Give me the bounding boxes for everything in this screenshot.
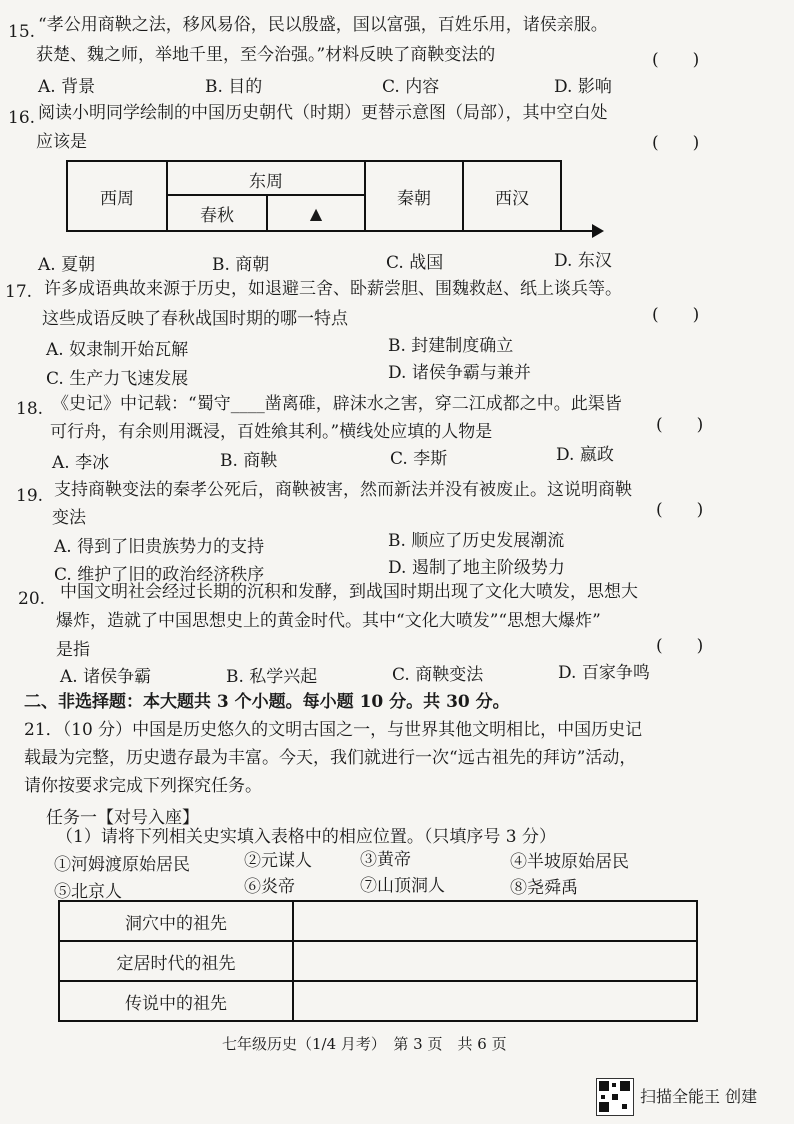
answer-cell-legendary-ancestors[interactable] [293, 981, 697, 1021]
q19-stem-line1: 支持商鞅变法的秦孝公死后，商鞅被害，然而新法并没有被废止。这说明商鞅 [54, 480, 632, 500]
q15-option-d: D. 影响 [554, 77, 612, 97]
timeline-eastern-zhou: 东周 [168, 162, 366, 196]
q21-stem-line2: 载最为完整，历史遗存最为丰富。今天，我们就进行一次“远古祖先的拜访”活动， [24, 748, 637, 768]
row-label-legendary-ancestors: 传说中的祖先 [59, 981, 293, 1021]
fact-item-5: ⑤北京人 [54, 882, 122, 902]
q20-option-c: C. 商鞅变法 [392, 665, 484, 685]
fact-item-2: ②元谋人 [244, 851, 312, 871]
row-label-settled-ancestors: 定居时代的祖先 [59, 941, 293, 981]
q15-option-b: B. 目的 [205, 77, 263, 97]
q16-option-c: C. 战国 [386, 253, 444, 273]
fact-item-3: ③黄帝 [360, 850, 411, 870]
q18-number: 18. [16, 399, 44, 419]
q20-option-d: D. 百家争鸣 [558, 663, 650, 683]
page-footer: 七年级历史（1/4 月考） 第 3 页 共 6 页 [222, 1035, 507, 1053]
qr-code-icon [596, 1078, 634, 1116]
scanner-watermark: 扫描全能王 创建 [640, 1087, 758, 1106]
q16-option-d: D. 东汉 [554, 251, 612, 271]
q16-option-b: B. 商朝 [212, 255, 270, 275]
q17-number: 17. [5, 282, 33, 302]
fact-item-6: ⑥炎帝 [244, 877, 295, 897]
row-label-cave-ancestors: 洞穴中的祖先 [59, 901, 293, 941]
q17-answer-paren: ( ) [652, 305, 700, 325]
q21-stem-line3: 请你按要求完成下列探究任务。 [24, 776, 262, 796]
timeline-western-han: 西汉 [495, 188, 529, 209]
timeline-arrow-icon [592, 224, 604, 238]
timeline-spring-autumn: 春秋 [168, 196, 268, 230]
q19-option-b: B. 顺应了历史发展潮流 [388, 531, 565, 551]
q16-answer-paren: ( ) [652, 133, 700, 153]
q20-option-a: A. 诸侯争霸 [60, 667, 152, 687]
q20-stem-line2: 爆炸，造就了中国思想史上的黄金时代。其中“文化大喷发”“思想大爆炸” [56, 611, 601, 631]
q20-answer-paren: ( ) [656, 636, 704, 656]
q21-task-1-title: 任务一【对号入座】 [46, 808, 199, 828]
table-row [59, 941, 697, 981]
fact-item-1: ①河姆渡原始居民 [54, 855, 190, 875]
q19-stem-line2: 变法 [52, 508, 86, 528]
q15-option-a: A. 背景 [38, 77, 96, 97]
q19-option-a: A. 得到了旧贵族势力的支持 [54, 537, 265, 557]
q19-answer-paren: ( ) [656, 500, 704, 520]
answer-cell-cave-ancestors[interactable] [293, 901, 697, 941]
q17-stem-line2: 这些成语反映了春秋战国时期的哪一特点 [42, 309, 348, 329]
q20-option-b: B. 私学兴起 [226, 667, 318, 687]
q18-stem-line2: 可行舟，有余则用溉浸，百姓飨其利。”横线处应填的人物是 [50, 422, 493, 442]
fact-item-4: ④半坡原始居民 [510, 852, 629, 872]
q15-option-c: C. 内容 [382, 77, 440, 97]
fact-item-7: ⑦山顶洞人 [360, 876, 445, 896]
q18-option-b: B. 商鞅 [220, 451, 278, 471]
q18-stem-line1: 《史记》中记载：“蜀守____凿离碓，辟沫水之害，穿二江成都之中。此渠皆 [52, 394, 622, 414]
q17-option-c: C. 生产力飞速发展 [46, 369, 189, 389]
q17-option-d: D. 诸侯争霸与兼并 [388, 363, 531, 383]
ancestor-classification-table [58, 900, 698, 1022]
q21-sub-question-1: （1）请将下列相关史实填入表格中的相应位置。（只填序号 3 分） [56, 827, 556, 847]
q16-stem-line2: 应该是 [36, 132, 87, 152]
q17-option-a: A. 奴隶制开始瓦解 [46, 340, 189, 360]
q18-option-c: C. 李斯 [390, 449, 448, 469]
q19-number: 19. [16, 486, 44, 506]
timeline-blank-marker: ▲ [268, 196, 366, 230]
dynasty-timeline [66, 160, 562, 232]
q18-answer-paren: ( ) [656, 415, 704, 435]
q16-option-a: A. 夏朝 [38, 255, 96, 275]
table-row [59, 981, 697, 1021]
q21-stem-line1: 21．（10 分）中国是历史悠久的文明古国之一，与世界其他文明相比，中国历史记 [24, 720, 643, 740]
q17-stem-line1: 许多成语典故来源于历史，如退避三舍、卧薪尝胆、围魏救赵、纸上谈兵等。 [44, 279, 622, 299]
fact-item-8: ⑧尧舜禹 [510, 878, 578, 898]
q17-option-b: B. 封建制度确立 [388, 336, 514, 356]
q20-number: 20. [18, 589, 46, 609]
timeline-qin: 秦朝 [366, 162, 464, 230]
answer-cell-settled-ancestors[interactable] [293, 941, 697, 981]
q19-option-c: C. 维护了旧的政治经济秩序 [54, 565, 265, 585]
section-2-heading: 二、非选择题：本大题共 3 个小题。每小题 10 分。共 30 分。 [24, 692, 510, 712]
q19-option-d: D. 遏制了地主阶级势力 [388, 558, 565, 578]
timeline-western-zhou: 西周 [68, 162, 168, 230]
q18-option-a: A. 李冰 [52, 453, 110, 473]
table-row [59, 901, 697, 941]
q20-stem-line1: 中国文明社会经过长期的沉积和发酵，到战国时期出现了文化大喷发，思想大 [60, 582, 638, 602]
q15-number: 15. [8, 22, 36, 42]
q18-option-d: D. 嬴政 [556, 445, 614, 465]
q15-answer-paren: ( ) [652, 50, 700, 70]
q16-number: 16. [8, 108, 36, 128]
q15-stem-line1: “孝公用商鞅之法，移风易俗，民以殷盛，国以富强，百姓乐用，诸侯亲服。 [38, 15, 608, 35]
q16-stem-line1: 阅读小明同学绘制的中国历史朝代（时期）更替示意图（局部），其中空白处 [38, 103, 608, 123]
q15-stem-line2: 获楚、魏之师，举地千里，至今治强。”材料反映了商鞅变法的 [36, 45, 496, 65]
q20-stem-line3: 是指 [56, 640, 90, 660]
